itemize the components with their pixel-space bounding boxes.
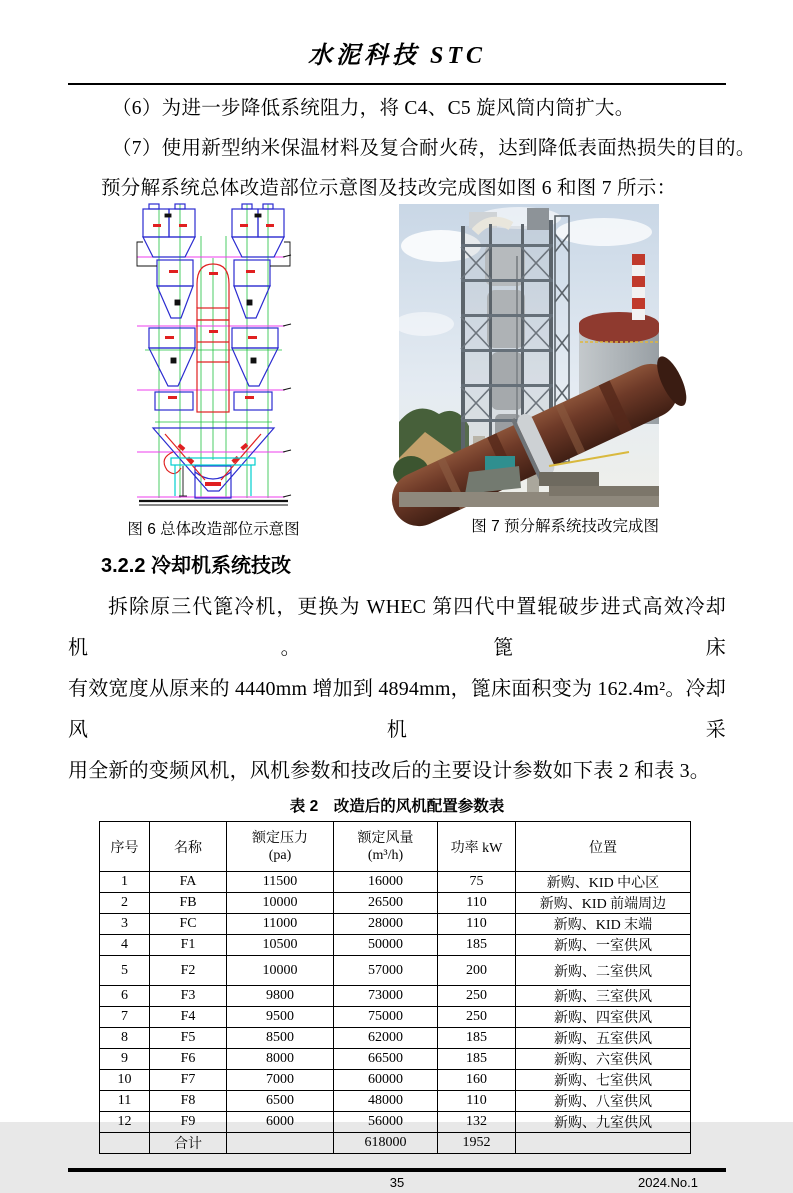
table-header-row: [100, 822, 691, 872]
section-heading: 3.2.2 冷却机系统技改: [101, 555, 292, 577]
col-header-power: 功率 kW: [438, 822, 516, 872]
section-paragraph: [68, 587, 726, 792]
page-header: [68, 40, 726, 85]
table-2-caption: 表 2 改造后的风机配置参数表: [289, 798, 505, 815]
paragraph-item-7: （7）使用新型纳米保温材料及复合耐火砖，达到降低表面热损失的目的。: [112, 138, 756, 159]
figure-6-caption: 图 6 总体改造部位示意图: [127, 521, 300, 538]
paragraph-line: 有效宽度从原来的 4440mm 增加到 4894mm，篦床面积变为 162.4m²。冷却风机采: [68, 678, 726, 741]
table-row: 1 FA 11500 16000 75 新购、KID 中心区: [100, 872, 691, 893]
figure-6: [127, 200, 300, 539]
table-total-row: 合计 618000 1952: [100, 1133, 691, 1154]
table-row: 6 F3 9800 73000 250 新购、三室供风: [100, 986, 691, 1007]
table-row: 10 F7 7000 60000 160 新购、七室供风: [100, 1070, 691, 1091]
figures-row: [68, 200, 726, 538]
paragraph-line: 拆除原三代篦冷机，更换为 WHEC 第四代中置辊破步进式高效冷却机。篦床: [68, 596, 726, 659]
table-row: 3 FC 11000 28000 110 新购、KID 末端: [100, 914, 691, 935]
issue-number: 2024.No.1: [638, 1174, 698, 1190]
footer-rule: [68, 1168, 726, 1172]
table-row: 9 F6 8000 66500 185 新购、六室供风: [100, 1049, 691, 1070]
col-header-location: 位置: [516, 822, 691, 872]
page-footer: [68, 1168, 726, 1193]
col-header-pressure: 额定压力 (pa): [227, 822, 334, 872]
table-row: 8 F5 8500 62000 185 新购、五室供风: [100, 1028, 691, 1049]
page-number: 35: [389, 1174, 405, 1190]
table-row: 7 F4 9500 75000 250 新购、四室供风: [100, 1007, 691, 1028]
figure-7: [399, 204, 659, 536]
journal-title: 水泥科技 STC: [307, 43, 486, 69]
col-header-volume: 额定风量 (m³/h): [334, 822, 438, 872]
table-row: 2 FB 10000 26500 110 新购、KID 前端周边: [100, 893, 691, 914]
paragraph-figure-intro: 预分解系统总体改造部位示意图及技改完成图如图 6 和图 7 所示：: [101, 178, 677, 199]
table-row: 11 F8 6500 48000 110 新购、八室供风: [100, 1091, 691, 1112]
figure-7-photo: [399, 204, 659, 507]
paragraph-item-6: （6）为进一步降低系统阻力，将 C4、C5 旋风筒内筒扩大。: [112, 98, 635, 119]
figure-7-caption: 图 7 预分解系统技改完成图: [471, 518, 659, 535]
col-header-name: 名称: [150, 822, 227, 872]
header-rule: [68, 83, 726, 85]
table-row: 12 F9 6000 56000 132 新购、九室供风: [100, 1112, 691, 1133]
table-row: 5 F2 10000 57000 200 新购、二室供风: [100, 956, 691, 986]
table-row: 4 F1 10500 50000 185 新购、一室供风: [100, 935, 691, 956]
figure-6-cad-diagram: [135, 200, 292, 510]
col-header-sn: 序号: [100, 822, 150, 872]
fan-parameters-table: [99, 821, 691, 1154]
paragraph-line: 用全新的变频风机，风机参数和技改后的主要设计参数如下表 2 和表 3。: [68, 760, 710, 782]
